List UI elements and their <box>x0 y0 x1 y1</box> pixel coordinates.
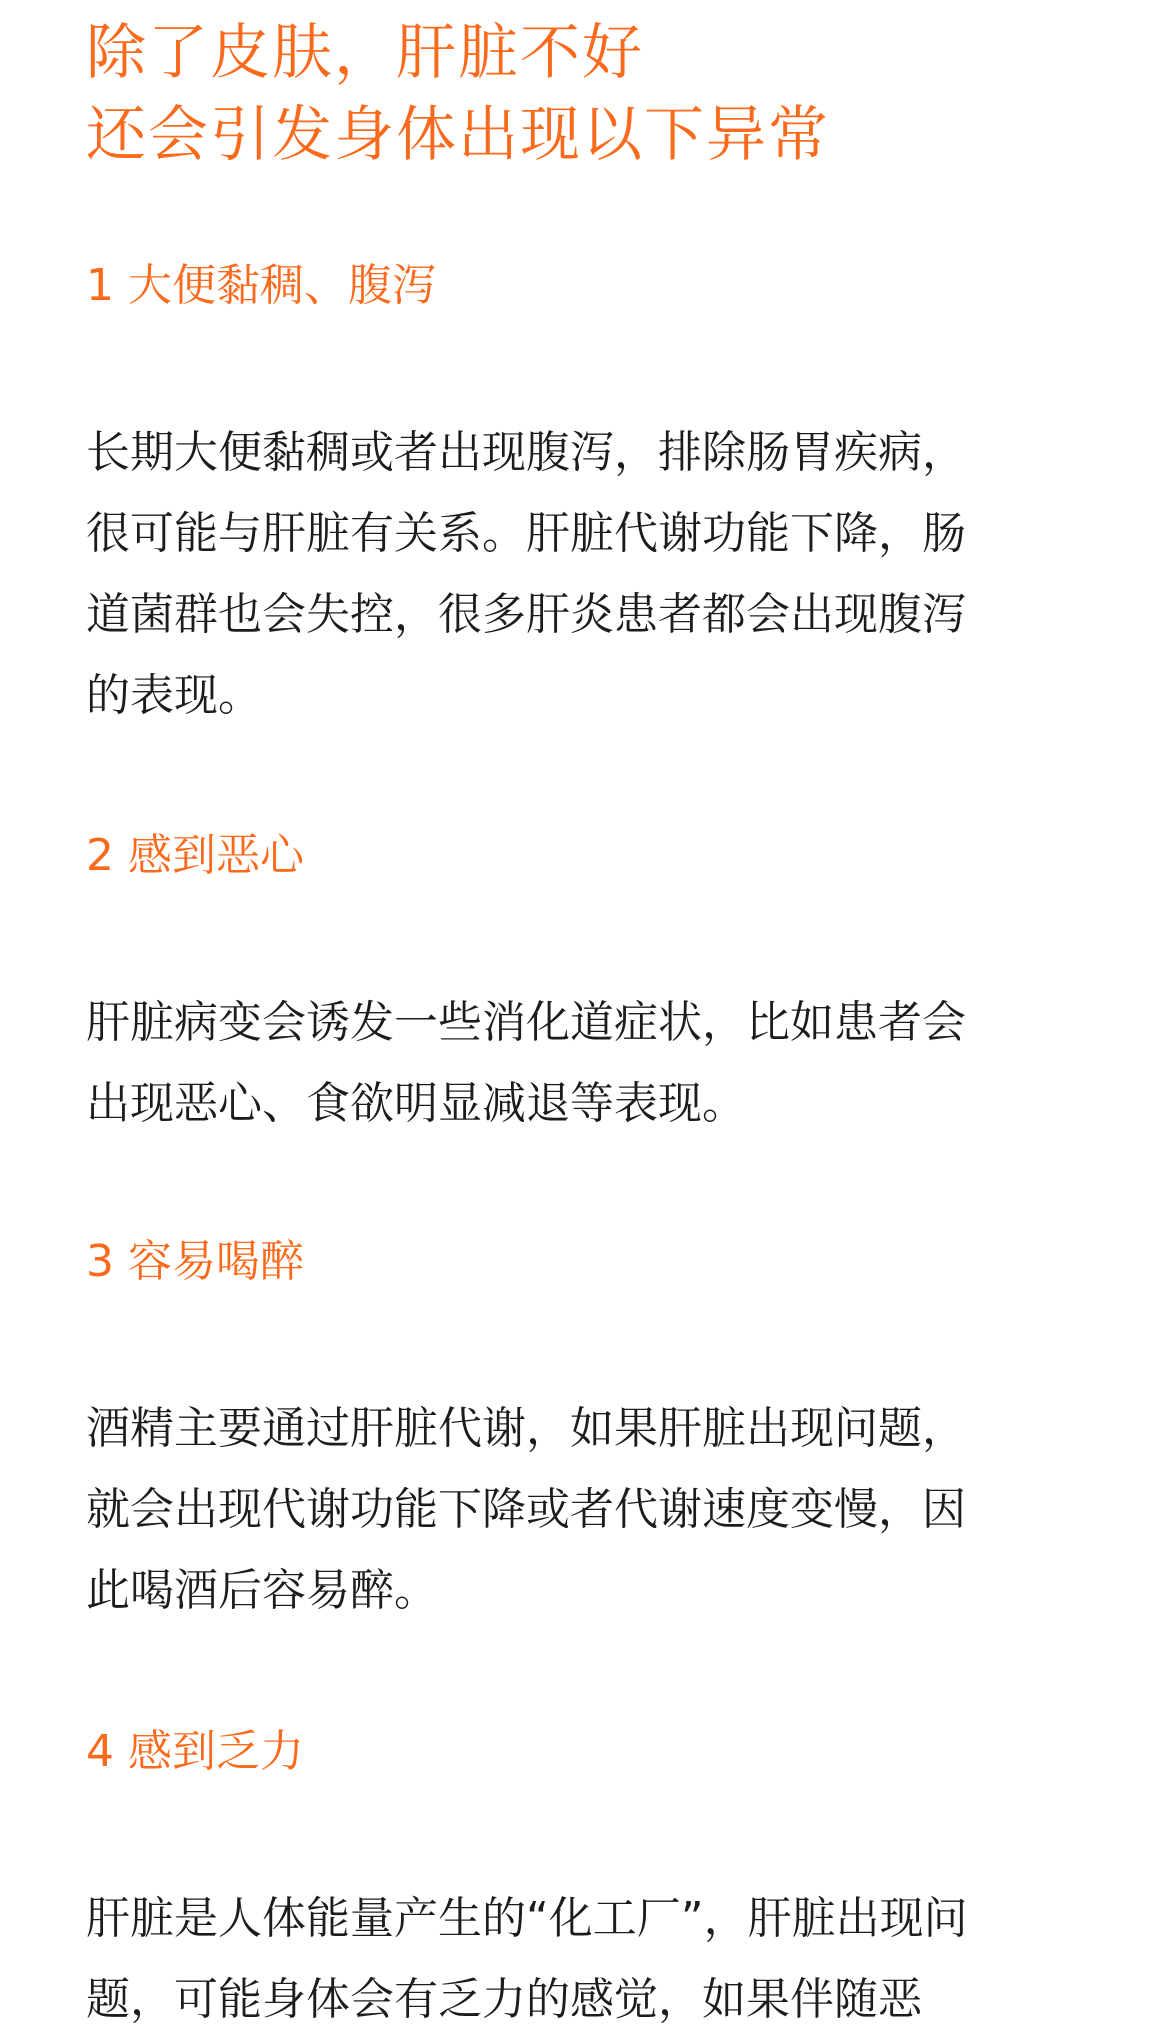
text-line: 此喝酒后容易醉。 <box>86 1565 438 1616</box>
section-title-drunk: 3 容易喝醉 <box>86 1236 304 1287</box>
section-text-nausea <box>86 982 1096 1144</box>
text-line: 的表现。 <box>86 670 262 721</box>
text-line: 就会出现代谢功能下降或者代谢速度变慢，因 <box>86 1484 966 1535</box>
text-line: 道菌群也会失控，很多肝炎患者都会出现腹泻 <box>86 589 966 640</box>
text-line: 很可能与肝脏有关系。肝脏代谢功能下降，肠 <box>86 508 966 559</box>
section-title-nausea: 2 感到恶心 <box>86 830 304 881</box>
text-line: 肝脏是人体能量产生的“化工厂”，肝脏出现问 <box>86 1893 968 1944</box>
section-text-drunk <box>86 1388 1096 1631</box>
text-line: 题，可能身体会有乏力的感觉，如果伴随恶 <box>86 1974 922 2025</box>
section-title-fatigue: 4 感到乏力 <box>86 1726 304 1777</box>
text-line: 长期大便黏稠或者出现腹泻，排除肠胃疾病， <box>86 427 966 478</box>
headline-line-2: 还会引发身体出现以下异常 <box>86 100 830 170</box>
section-title-stool: 1 大便黏稠、腹泻 <box>86 260 436 311</box>
text-line: 肝脏病变会诱发一些消化道症状，比如患者会 <box>86 997 966 1048</box>
headline-line-1: 除了皮肤，肝脏不好 <box>86 18 644 88</box>
section-text-stool <box>86 412 1096 736</box>
section-text-fatigue <box>86 1878 1096 2040</box>
text-line: 酒精主要通过肝脏代谢，如果肝脏出现问题， <box>86 1403 966 1454</box>
article-headline <box>86 12 830 176</box>
text-line: 出现恶心、食欲明显减退等表现。 <box>86 1078 746 1129</box>
